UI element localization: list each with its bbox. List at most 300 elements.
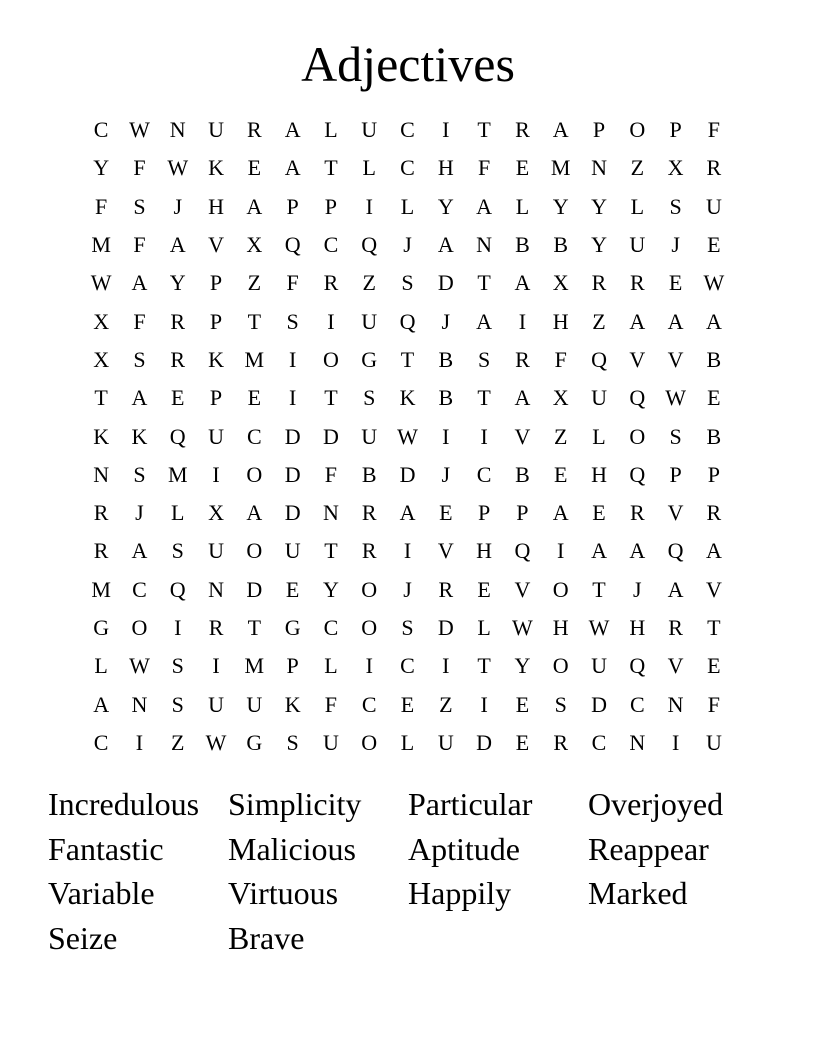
grid-letter: D — [476, 729, 493, 755]
grid-letter: S — [171, 653, 184, 679]
grid-letter: V — [437, 538, 454, 564]
grid-letter: A — [476, 193, 493, 219]
grid-letter: R — [629, 270, 645, 296]
grid-letter: J — [403, 232, 412, 258]
grid-letter: L — [630, 193, 645, 219]
grid-letter: B — [438, 385, 454, 411]
word-list-item: Malicious — [228, 830, 356, 867]
grid-letter: I — [557, 538, 565, 564]
grid-letter: J — [135, 500, 144, 526]
grid-letter: U — [705, 729, 722, 755]
grid-letter: L — [477, 615, 491, 640]
grid-letter: C — [400, 155, 415, 181]
word-list-item: Virtuous — [228, 875, 339, 912]
word-list-item: Variable — [48, 875, 155, 912]
grid-letter: T — [247, 615, 262, 640]
grid-letter: D — [284, 423, 301, 449]
grid-letter: X — [552, 385, 569, 411]
grid-letter: Q — [399, 308, 416, 334]
grid-letter: P — [669, 117, 682, 143]
grid-letter: A — [705, 308, 722, 334]
grid-letter: Y — [93, 155, 110, 181]
grid-letter: D — [284, 500, 301, 526]
grid-letter: Y — [169, 270, 186, 296]
grid-letter: Z — [630, 155, 645, 181]
grid-letter: N — [629, 729, 646, 755]
grid-letter: H — [476, 538, 493, 564]
grid-letter: O — [629, 117, 646, 143]
grid-letter: N — [131, 691, 148, 717]
grid-letter: C — [591, 729, 607, 755]
grid-letter: I — [174, 615, 182, 640]
grid-letter: P — [324, 193, 338, 219]
grid-letter: F — [324, 461, 338, 487]
grid-letter: S — [401, 615, 414, 640]
grid-letter: H — [552, 615, 569, 640]
grid-letter: A — [246, 500, 263, 526]
grid-letter: E — [515, 691, 530, 717]
word-list-item: Reappear — [588, 830, 709, 867]
grid-letter: E — [247, 155, 262, 181]
grid-letter: W — [167, 155, 189, 181]
grid-letter: N — [169, 117, 186, 143]
grid-letter: Q — [591, 346, 607, 372]
grid-letter: X — [208, 500, 224, 526]
grid-letter: Z — [171, 729, 185, 755]
grid-letter: U — [208, 423, 224, 449]
grid-letter: R — [93, 500, 109, 526]
grid-letter: L — [400, 729, 415, 755]
grid-letter: Y — [552, 193, 569, 219]
grid-letter: K — [399, 385, 416, 411]
grid-letter: V — [667, 346, 684, 372]
grid-letter: V — [667, 500, 684, 526]
grid-letter: M — [167, 461, 188, 487]
grid-letter: R — [246, 117, 262, 143]
grid-letter: P — [209, 308, 223, 334]
grid-letter: Y — [591, 193, 607, 219]
grid-letter: F — [133, 232, 146, 258]
grid-letter: A — [169, 232, 186, 258]
grid-letter: G — [93, 615, 110, 640]
grid-letter: R — [361, 500, 377, 526]
grid-letter: B — [553, 232, 569, 258]
grid-letter: R — [706, 155, 722, 181]
grid-letter: O — [552, 576, 569, 602]
grid-letter: L — [592, 423, 606, 449]
grid-letter: R — [706, 500, 722, 526]
grid-letter: U — [208, 538, 224, 564]
grid-letter: R — [629, 500, 645, 526]
grid-letter: U — [361, 308, 378, 334]
grid-letter: I — [480, 691, 488, 717]
grid-letter: F — [707, 117, 721, 143]
grid-letter: U — [246, 691, 263, 717]
grid-letter: F — [477, 155, 491, 181]
grid-letter: U — [629, 232, 646, 258]
grid-letter: J — [633, 576, 642, 602]
grid-letter: L — [324, 653, 338, 679]
grid-letter: T — [324, 538, 338, 564]
grid-letter: C — [93, 729, 109, 755]
grid-letter: P — [592, 117, 606, 143]
grid-letter: A — [705, 538, 722, 564]
grid-letter: S — [133, 461, 146, 487]
grid-letter: W — [205, 729, 227, 755]
grid-letter: W — [90, 270, 112, 296]
grid-letter: N — [667, 691, 684, 717]
grid-letter: B — [515, 232, 530, 258]
grid-letter: X — [667, 155, 684, 181]
grid-letter: D — [322, 423, 339, 449]
grid-letter: O — [361, 729, 378, 755]
grid-letter: Y — [437, 193, 454, 219]
grid-letter: A — [514, 270, 531, 296]
grid-letter: N — [476, 232, 493, 258]
grid-letter: D — [399, 461, 416, 487]
grid-letter: D — [437, 615, 454, 640]
grid-letter: H — [552, 308, 569, 334]
grid-letter: U — [591, 653, 607, 679]
grid-letter: F — [133, 308, 146, 334]
grid-letter: J — [441, 461, 451, 487]
grid-letter: X — [93, 346, 110, 372]
grid-letter: T — [477, 270, 491, 296]
grid-letter: I — [212, 461, 220, 487]
grid-letter: Q — [514, 538, 531, 564]
grid-letter: E — [707, 653, 721, 679]
grid-letter: P — [516, 500, 529, 526]
grid-letter: E — [707, 232, 721, 258]
grid-letter: F — [554, 346, 567, 372]
grid-letter: H — [437, 155, 454, 181]
grid-letter: U — [437, 729, 454, 755]
grid-letter: A — [667, 308, 684, 334]
grid-letter: L — [94, 653, 108, 679]
grid-letter: C — [246, 423, 262, 449]
grid-letter: U — [361, 423, 378, 449]
grid-letter: W — [397, 423, 418, 449]
grid-letter: S — [133, 346, 146, 372]
grid-letter: P — [209, 270, 223, 296]
grid-letter: O — [246, 461, 263, 487]
grid-letter: A — [629, 538, 646, 564]
grid-letter: M — [550, 155, 571, 181]
grid-letter: A — [591, 538, 607, 564]
grid-letter: F — [95, 193, 108, 219]
grid-letter: O — [361, 576, 378, 602]
grid-letter: R — [553, 729, 569, 755]
grid-letter: V — [514, 576, 531, 602]
grid-letter: B — [361, 461, 377, 487]
grid-letter: Z — [247, 270, 262, 296]
grid-letter: U — [208, 691, 224, 717]
grid-letter: R — [515, 117, 530, 143]
grid-letter: E — [592, 500, 606, 526]
grid-letter: N — [591, 155, 607, 181]
grid-letter: A — [284, 117, 301, 143]
grid-letter: C — [93, 117, 109, 143]
grid-letter: E — [515, 729, 530, 755]
grid-letter: B — [706, 346, 722, 372]
grid-letter: A — [131, 270, 148, 296]
grid-letter: Q — [284, 232, 301, 258]
grid-letter: H — [208, 193, 224, 219]
grid-letter: S — [286, 308, 299, 334]
grid-letter: D — [284, 461, 301, 487]
grid-letter: S — [477, 346, 491, 372]
grid-letter: A — [284, 155, 301, 181]
grid-letter: E — [285, 576, 300, 602]
grid-letter: A — [552, 117, 569, 143]
grid-letter: A — [514, 385, 531, 411]
grid-letter: C — [132, 576, 147, 602]
grid-letter: V — [629, 346, 646, 372]
grid-letter: P — [707, 461, 721, 487]
grid-letter: M — [91, 576, 111, 602]
grid-letter: E — [439, 500, 453, 526]
grid-letter: T — [477, 653, 491, 679]
grid-letter: W — [512, 615, 533, 640]
grid-letter: S — [286, 729, 299, 755]
grid-letter: S — [554, 691, 567, 717]
grid-letter: E — [400, 691, 415, 717]
word-list-item: Happily — [408, 875, 512, 912]
word-list-item: Aptitude — [408, 830, 520, 867]
grid-letter: E — [171, 385, 185, 411]
grid-letter: E — [707, 385, 721, 411]
grid-letter: Q — [629, 385, 646, 411]
grid-letter: D — [591, 691, 607, 717]
grid-letter: T — [94, 385, 108, 411]
grid-letter: V — [705, 576, 722, 602]
grid-letter: P — [477, 500, 491, 526]
grid-letter: S — [133, 193, 146, 219]
grid-letter: U — [591, 385, 607, 411]
grid-letter: A — [629, 308, 646, 334]
grid-letter: R — [170, 346, 186, 372]
grid-letter: F — [707, 691, 721, 717]
grid-letter: J — [441, 308, 451, 334]
grid-letter: S — [363, 385, 376, 411]
grid-letter: P — [286, 653, 299, 679]
grid-letter: A — [437, 232, 454, 258]
grid-letter: G — [246, 729, 263, 755]
grid-letter: S — [401, 270, 414, 296]
grid-letter: X — [552, 270, 569, 296]
grid-letter: L — [515, 193, 530, 219]
grid-letter: U — [208, 117, 224, 143]
grid-letter: T — [477, 385, 491, 411]
grid-letter: C — [323, 615, 339, 640]
grid-letter: O — [322, 346, 339, 372]
grid-letter: I — [480, 423, 488, 449]
grid-letter: Q — [629, 653, 646, 679]
grid-letter: G — [284, 615, 301, 640]
grid-letter: Y — [322, 576, 339, 602]
grid-letter: U — [361, 117, 378, 143]
grid-letter: S — [171, 691, 184, 717]
grid-letter: S — [171, 538, 184, 564]
grid-letter: R — [668, 615, 683, 640]
grid-letter: I — [212, 653, 220, 679]
grid-letter: N — [93, 461, 110, 487]
grid-letter: H — [629, 615, 646, 640]
grid-letter: J — [173, 193, 183, 219]
grid-letter: I — [365, 193, 373, 219]
grid-letter: V — [667, 653, 684, 679]
grid-letter: F — [133, 155, 146, 181]
grid-letter: C — [400, 653, 415, 679]
word-list-item: Particular — [408, 786, 533, 822]
grid-letter: V — [208, 232, 224, 258]
grid-letter: J — [403, 576, 412, 602]
grid-letter: J — [671, 232, 680, 258]
word-list-item: Simplicity — [228, 786, 362, 822]
grid-letter: O — [131, 615, 148, 640]
grid-letter: W — [129, 117, 150, 143]
word-list-item: Incredulous — [48, 786, 200, 822]
grid-letter: Q — [667, 538, 684, 564]
grid-letter: E — [477, 576, 491, 602]
grid-letter: C — [361, 691, 377, 717]
grid-letter: U — [322, 729, 339, 755]
grid-letter: U — [284, 538, 301, 564]
grid-letter: I — [442, 653, 450, 679]
word-list-item: Seize — [48, 920, 118, 957]
grid-letter: I — [288, 346, 297, 372]
grid-letter: E — [668, 270, 683, 296]
grid-letter: V — [514, 423, 531, 449]
grid-letter: P — [286, 193, 299, 219]
grid-letter: I — [442, 423, 450, 449]
grid-letter: A — [552, 500, 569, 526]
grid-letter: T — [592, 576, 606, 602]
grid-letter: F — [286, 270, 299, 296]
grid-letter: P — [209, 385, 223, 411]
grid-letter: T — [247, 308, 262, 334]
grid-letter: O — [361, 615, 378, 640]
grid-letter: L — [324, 117, 338, 143]
grid-letter: O — [629, 423, 646, 449]
grid-letter: U — [705, 193, 722, 219]
grid-letter: M — [91, 232, 111, 258]
grid-letter: R — [591, 270, 607, 296]
grid-letter: R — [515, 346, 530, 372]
grid-letter: C — [400, 117, 415, 143]
grid-letter: S — [669, 423, 682, 449]
grid-letter: D — [437, 270, 454, 296]
word-list-item: Overjoyed — [588, 786, 724, 822]
grid-letter: R — [438, 576, 454, 602]
grid-letter: A — [131, 385, 148, 411]
grid-letter: W — [129, 653, 150, 679]
grid-letter: Q — [361, 232, 378, 258]
grid-letter: Q — [169, 576, 186, 602]
grid-letter: A — [476, 308, 493, 334]
word-list-item: Fantastic — [48, 830, 164, 867]
grid-letter: K — [208, 346, 224, 372]
grid-letter: I — [403, 538, 412, 564]
grid-letter: T — [400, 346, 415, 372]
grid-letter: B — [706, 423, 722, 449]
grid-letter: A — [246, 193, 263, 219]
grid-letter: T — [477, 117, 491, 143]
grid-letter: B — [515, 461, 530, 487]
grid-letter: X — [93, 308, 110, 334]
grid-letter: I — [518, 308, 527, 334]
grid-letter: A — [93, 691, 110, 717]
grid-letter: D — [246, 576, 263, 602]
grid-letter: H — [591, 461, 607, 487]
grid-letter: R — [361, 538, 377, 564]
word-list-item: Brave — [228, 920, 305, 957]
grid-letter: C — [323, 232, 339, 258]
grid-letter: K — [93, 423, 110, 449]
grid-letter: R — [170, 308, 186, 334]
grid-letter: Z — [553, 423, 568, 449]
grid-letter: W — [703, 270, 725, 296]
grid-letter: K — [131, 423, 148, 449]
grid-letter: Z — [439, 691, 453, 717]
grid-letter: K — [208, 155, 224, 181]
grid-letter: E — [553, 461, 568, 487]
grid-letter: W — [665, 385, 686, 411]
grid-letter: S — [669, 193, 682, 219]
grid-letter: I — [442, 117, 450, 143]
grid-letter: T — [707, 615, 721, 640]
grid-letter: L — [400, 193, 415, 219]
grid-letter: L — [362, 155, 376, 181]
grid-letter: F — [324, 691, 338, 717]
grid-letter: I — [365, 653, 373, 679]
grid-letter: T — [324, 385, 338, 411]
grid-letter: N — [208, 576, 224, 602]
grid-letter: Q — [629, 461, 646, 487]
letter-grid — [82, 111, 733, 762]
grid-letter: C — [476, 461, 492, 487]
grid-letter: I — [288, 385, 297, 411]
grid-letter: O — [246, 538, 263, 564]
grid-letter: R — [323, 270, 339, 296]
grid-letter: Y — [514, 653, 531, 679]
grid-letter: E — [515, 155, 530, 181]
grid-letter: K — [284, 691, 301, 717]
word-list — [48, 782, 768, 961]
grid-letter: T — [324, 155, 338, 181]
grid-letter: M — [244, 653, 265, 679]
grid-letter: Z — [362, 270, 376, 296]
grid-letter: L — [171, 500, 185, 526]
grid-letter: A — [399, 500, 416, 526]
grid-letter: R — [208, 615, 224, 640]
grid-letter: Q — [169, 423, 186, 449]
grid-letter: M — [244, 346, 265, 372]
grid-letter: I — [135, 729, 144, 755]
grid-letter: W — [588, 615, 610, 640]
grid-letter: I — [671, 729, 680, 755]
page-title: Adjectives — [301, 36, 515, 92]
grid-letter: P — [669, 461, 682, 487]
grid-letter: G — [361, 346, 378, 372]
grid-letter: Y — [591, 232, 607, 258]
grid-letter: A — [131, 538, 148, 564]
grid-letter: Z — [592, 308, 606, 334]
grid-letter: I — [327, 308, 335, 334]
grid-letter: E — [247, 385, 262, 411]
grid-letter: A — [667, 576, 684, 602]
grid-letter: N — [322, 500, 339, 526]
